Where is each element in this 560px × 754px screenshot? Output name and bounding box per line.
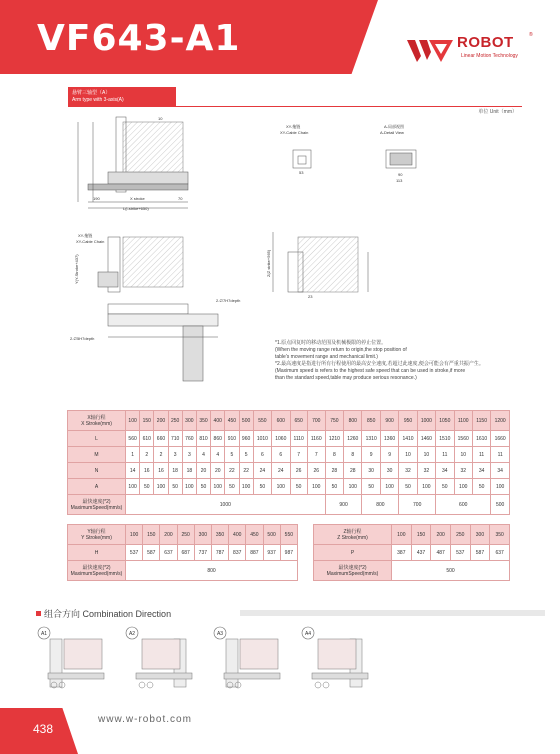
- x-value-cell: 9: [380, 447, 398, 463]
- combination-panel-label: A3: [216, 631, 224, 637]
- y-value-cell: 587: [143, 545, 160, 561]
- y-stroke-cell: 150: [143, 525, 160, 545]
- x-value-cell: 5: [239, 447, 253, 463]
- x-stroke-cell: 950: [399, 411, 417, 431]
- x-value-cell: 3: [168, 447, 182, 463]
- combination-title-en: Combination Direction: [82, 609, 172, 619]
- y-value-cell: 887: [246, 545, 263, 561]
- x-stroke-cell: 800: [344, 411, 362, 431]
- brand-logo-mark: [405, 34, 455, 64]
- combination-panel-label: A1: [40, 631, 48, 637]
- y-stroke-cell: 400: [229, 525, 246, 545]
- x-stroke-cell: 1200: [491, 411, 510, 431]
- x-value-cell: 11: [491, 447, 510, 463]
- x-value-cell: 32: [399, 463, 417, 479]
- y-speed-label: 最快速度(*2) MaximumSpeed(mm/s): [68, 561, 126, 581]
- y-speed-row: [68, 561, 298, 581]
- brand-logo: [405, 34, 535, 70]
- dim-y-stroke: Y(Y-Stroke+437): [74, 254, 79, 284]
- x-row-label: M: [68, 447, 126, 463]
- x-value-cell: 810: [196, 431, 210, 447]
- x-table-row: [68, 463, 510, 479]
- x-stroke-cell: 250: [168, 411, 182, 431]
- y-stroke-cell: 250: [177, 525, 194, 545]
- website-url: www.w-robot.com: [98, 714, 192, 725]
- x-speed-label: 最快速度(*2) MaximumSpeed(mm/s): [68, 495, 126, 515]
- x-value-cell: 34: [436, 463, 454, 479]
- x-value-cell: 5: [225, 447, 239, 463]
- x-value-cell: 100: [307, 479, 325, 495]
- x-value-cell: 8: [344, 447, 362, 463]
- dim-113: 113: [396, 178, 403, 183]
- combination-panel: [214, 627, 280, 688]
- x-value-cell: 660: [154, 431, 168, 447]
- z-table-header-label: Z轴行程 Z Stroke(mm): [314, 525, 392, 545]
- y-stroke-cell: 350: [211, 525, 228, 545]
- x-table-row: [68, 431, 510, 447]
- x-value-cell: 10: [399, 447, 417, 463]
- z-table-row: [314, 545, 510, 561]
- x-stroke-cell: 400: [211, 411, 225, 431]
- dim-x-stroke: X stroke: [130, 196, 145, 201]
- x-value-cell: 22: [239, 463, 253, 479]
- x-value-cell: 18: [182, 463, 196, 479]
- x-value-cell: 7: [290, 447, 307, 463]
- brand-tagline: Linear Motion Technology: [461, 53, 518, 59]
- x-value-cell: 30: [380, 463, 398, 479]
- x-value-cell: 2: [154, 447, 168, 463]
- x-value-cell: 8: [325, 447, 343, 463]
- y-value-cell: 987: [280, 545, 297, 561]
- y-value-cell: 537: [126, 545, 143, 561]
- note-2-en-a: (Maximum speed is refers to the highest safe speed that can be used in stroke,if more: [275, 368, 466, 374]
- x-value-cell: 26: [307, 463, 325, 479]
- y-table-header-label: Y轴行程 Y Stroke(mm): [68, 525, 126, 545]
- x-value-cell: 50: [168, 479, 182, 495]
- footnotes: [275, 340, 525, 382]
- x-value-cell: 1510: [436, 431, 454, 447]
- x-value-cell: 9: [362, 447, 380, 463]
- y-table-header-row: [68, 525, 298, 545]
- x-value-cell: 100: [272, 479, 290, 495]
- y-speed-cell: 800: [126, 561, 298, 581]
- x-value-cell: 50: [362, 479, 380, 495]
- x-value-cell: 50: [399, 479, 417, 495]
- x-stroke-cell: 1000: [417, 411, 435, 431]
- top-view-drawing: [108, 304, 218, 381]
- x-value-cell: 50: [436, 479, 454, 495]
- y-table-row: [68, 545, 298, 561]
- x-value-cell: 710: [168, 431, 182, 447]
- x-stroke-cell: 850: [362, 411, 380, 431]
- x-stroke-cell: 650: [290, 411, 307, 431]
- dim-53: 53: [299, 170, 304, 175]
- x-value-cell: 34: [491, 463, 510, 479]
- dim-70: 70: [178, 196, 183, 201]
- z-stroke-cell: 100: [392, 525, 412, 545]
- x-value-cell: 14: [126, 463, 140, 479]
- x-value-cell: 560: [126, 431, 140, 447]
- x-stroke-cell: 200: [154, 411, 168, 431]
- x-table-header-row: [68, 411, 510, 431]
- x-value-cell: 100: [491, 479, 510, 495]
- z-view-drawing: [273, 232, 368, 292]
- x-value-cell: 100: [211, 479, 225, 495]
- x-value-cell: 4: [211, 447, 225, 463]
- x-stroke-cell: 100: [126, 411, 140, 431]
- x-value-cell: 100: [454, 479, 472, 495]
- x-value-cell: 4: [196, 447, 210, 463]
- x-stroke-cell: 550: [253, 411, 271, 431]
- x-value-cell: 6: [253, 447, 271, 463]
- x-value-cell: 20: [211, 463, 225, 479]
- y-value-cell: 737: [194, 545, 211, 561]
- y-value-cell: 837: [229, 545, 246, 561]
- x-value-cell: 28: [325, 463, 343, 479]
- x-value-cell: 22: [225, 463, 239, 479]
- z-stroke-cell: 150: [411, 525, 431, 545]
- x-value-cell: 20: [196, 463, 210, 479]
- x-value-cell: 16: [140, 463, 154, 479]
- x-stroke-cell: 500: [239, 411, 253, 431]
- x-value-cell: 860: [211, 431, 225, 447]
- section-title-en: Arm type with 3-axis(A): [72, 97, 124, 103]
- x-value-cell: 3: [182, 447, 196, 463]
- section-title-cn: 悬臂三轴型（A）: [72, 90, 111, 96]
- combination-title: [36, 607, 171, 620]
- z-table-header-row: [314, 525, 510, 545]
- x-value-cell: 50: [325, 479, 343, 495]
- x-value-cell: 32: [454, 463, 472, 479]
- x-value-cell: 1410: [399, 431, 417, 447]
- x-value-cell: 910: [225, 431, 239, 447]
- x-value-cell: 100: [344, 479, 362, 495]
- z-stroke-table: [313, 524, 510, 581]
- xy-chain-cn: XY-拖链: [286, 124, 301, 129]
- x-stroke-cell: 300: [182, 411, 196, 431]
- unit-label: 单位 Unit（mm）: [478, 109, 517, 115]
- note-2-cn: *2.最高速度是指进行所有行程使用的最高安全速度,若超过此速度,便会可能会有严重共振产生。: [275, 361, 484, 367]
- combination-panels: [36, 625, 526, 695]
- x-value-cell: 100: [182, 479, 196, 495]
- z-value-cell: 437: [411, 545, 431, 561]
- x-value-cell: 50: [140, 479, 154, 495]
- x-value-cell: 11: [436, 447, 454, 463]
- x-value-cell: 50: [472, 479, 490, 495]
- y-stroke-cell: 300: [194, 525, 211, 545]
- note-2-en-b: than the standard speed,table may produce serious resonance.): [275, 375, 417, 381]
- y-value-cell: 687: [177, 545, 194, 561]
- x-value-cell: 1260: [344, 431, 362, 447]
- x-value-cell: 11: [472, 447, 490, 463]
- x-stroke-cell: 700: [307, 411, 325, 431]
- model-title: VF643-A1: [37, 18, 241, 59]
- x-value-cell: 30: [362, 463, 380, 479]
- a-detail-view: [386, 150, 416, 168]
- x-stroke-cell: 150: [140, 411, 154, 431]
- brand-name: ROBOT: [457, 34, 514, 51]
- z-speed-cell: 500: [392, 561, 510, 581]
- x-speed-cell: 900: [325, 495, 362, 515]
- x-value-cell: 50: [225, 479, 239, 495]
- z-value-cell: 387: [392, 545, 412, 561]
- x-table-row: [68, 479, 510, 495]
- z-row-label: P: [314, 545, 392, 561]
- x-value-cell: 1560: [454, 431, 472, 447]
- xy-chain-en-2: XY-Cable Chain: [76, 239, 105, 244]
- x-stroke-cell: 350: [196, 411, 210, 431]
- x-value-cell: 10: [454, 447, 472, 463]
- x-value-cell: 16: [154, 463, 168, 479]
- x-value-cell: 6: [272, 447, 290, 463]
- dim-90: 90: [398, 172, 403, 177]
- xy-chain-en: XY-Cable Chain: [280, 130, 309, 135]
- combination-panel: [302, 627, 368, 688]
- x-value-cell: 28: [344, 463, 362, 479]
- x-value-cell: 24: [253, 463, 271, 479]
- z-value-cell: 537: [450, 545, 470, 561]
- combination-panel-label: A4: [304, 631, 312, 637]
- x-value-cell: 100: [417, 479, 435, 495]
- x-table-header-label: X轴行程 X Stroke(mm): [68, 411, 126, 431]
- section-tag: [68, 87, 176, 107]
- x-value-cell: 100: [154, 479, 168, 495]
- x-value-cell: 1010: [253, 431, 271, 447]
- x-value-cell: 1110: [290, 431, 307, 447]
- y-stroke-cell: 550: [280, 525, 297, 545]
- y-stroke-cell: 200: [160, 525, 177, 545]
- x-stroke-table: [67, 410, 510, 515]
- z-value-cell: 487: [431, 545, 451, 561]
- hole-label-5: 2-∅5H7depth: [70, 336, 95, 341]
- z-stroke-cell: 300: [470, 525, 490, 545]
- x-stroke-cell: 750: [325, 411, 343, 431]
- detail-en: A-Detail View: [380, 130, 404, 135]
- x-value-cell: 1160: [307, 431, 325, 447]
- x-speed-row: [68, 495, 510, 515]
- x-value-cell: 1060: [272, 431, 290, 447]
- y-value-cell: 937: [263, 545, 280, 561]
- x-value-cell: 2: [140, 447, 154, 463]
- z-value-cell: 637: [490, 545, 510, 561]
- y-value-cell: 637: [160, 545, 177, 561]
- dim-10: 10: [158, 116, 163, 121]
- z-stroke-cell: 200: [431, 525, 451, 545]
- note-1-cn: *1.原点回复时的移动范围及机械极限的停止位置。: [275, 340, 387, 346]
- x-value-cell: 1310: [362, 431, 380, 447]
- x-value-cell: 100: [126, 479, 140, 495]
- z-stroke-cell: 350: [490, 525, 510, 545]
- x-speed-cell: 500: [491, 495, 510, 515]
- page-number: 438: [33, 722, 54, 736]
- page-footer: [0, 696, 560, 754]
- x-table-row: [68, 447, 510, 463]
- xy-chain-cn-2: XY-拖链: [78, 233, 93, 238]
- dim-23: 23: [308, 294, 313, 299]
- front-view-drawing: [78, 117, 188, 208]
- x-stroke-cell: 1050: [436, 411, 454, 431]
- xy-chain-view: [293, 150, 311, 168]
- x-speed-cell: 1000: [126, 495, 326, 515]
- y-stroke-cell: 450: [246, 525, 263, 545]
- x-value-cell: 610: [140, 431, 154, 447]
- x-value-cell: 50: [290, 479, 307, 495]
- note-1-en-b: table's movement range and mechanical limit.): [275, 354, 378, 360]
- x-row-label: A: [68, 479, 126, 495]
- x-value-cell: 18: [168, 463, 182, 479]
- x-stroke-cell: 450: [225, 411, 239, 431]
- dim-z-stroke: Z(Z strike+565): [266, 249, 271, 277]
- x-row-label: N: [68, 463, 126, 479]
- section-divider: [68, 106, 522, 107]
- x-speed-cell: 800: [362, 495, 399, 515]
- y-stroke-cell: 100: [126, 525, 143, 545]
- dim-190: 190: [93, 196, 100, 201]
- x-value-cell: 26: [290, 463, 307, 479]
- x-value-cell: 7: [307, 447, 325, 463]
- combination-divider: [240, 610, 545, 616]
- combination-panel: [38, 627, 104, 688]
- x-stroke-cell: 1150: [472, 411, 490, 431]
- x-value-cell: 32: [417, 463, 435, 479]
- detail-cn: A-局部视图: [384, 124, 404, 129]
- x-value-cell: 1: [126, 447, 140, 463]
- combination-title-cn: 组合方向: [44, 609, 81, 619]
- x-stroke-cell: 600: [272, 411, 290, 431]
- combination-panel-label: A2: [128, 631, 136, 637]
- side-view-drawing: [98, 237, 183, 292]
- x-stroke-cell: 900: [380, 411, 398, 431]
- z-speed-label: 最快速度(*2) MaximumSpeed(mm/s): [314, 561, 392, 581]
- x-value-cell: 34: [472, 463, 490, 479]
- note-1-en-a: (When the moving range return to origin,the stop position of: [275, 347, 407, 353]
- registered-mark: ®: [529, 32, 533, 38]
- hole-label-7: 2-∅7H7depth: [216, 298, 241, 303]
- page-header: [0, 0, 560, 74]
- x-value-cell: 1360: [380, 431, 398, 447]
- y-value-cell: 787: [211, 545, 228, 561]
- bullet-square-icon: [36, 611, 41, 616]
- x-value-cell: 1610: [472, 431, 490, 447]
- y-stroke-table: [67, 524, 298, 581]
- x-value-cell: 10: [417, 447, 435, 463]
- dim-l-strike: L(l-strike+650): [123, 206, 149, 211]
- y-row-label: H: [68, 545, 126, 561]
- x-speed-cell: 700: [399, 495, 436, 515]
- x-value-cell: 760: [182, 431, 196, 447]
- z-stroke-cell: 250: [450, 525, 470, 545]
- x-row-label: L: [68, 431, 126, 447]
- combination-panel: [126, 627, 192, 688]
- x-value-cell: 1660: [491, 431, 510, 447]
- z-value-cell: 587: [470, 545, 490, 561]
- x-value-cell: 50: [253, 479, 271, 495]
- z-speed-row: [314, 561, 510, 581]
- x-value-cell: 960: [239, 431, 253, 447]
- x-value-cell: 24: [272, 463, 290, 479]
- x-stroke-cell: 1100: [454, 411, 472, 431]
- x-value-cell: 1460: [417, 431, 435, 447]
- y-stroke-cell: 500: [263, 525, 280, 545]
- x-value-cell: 100: [380, 479, 398, 495]
- x-value-cell: 50: [196, 479, 210, 495]
- x-speed-cell: 600: [436, 495, 491, 515]
- x-value-cell: 1210: [325, 431, 343, 447]
- x-value-cell: 100: [239, 479, 253, 495]
